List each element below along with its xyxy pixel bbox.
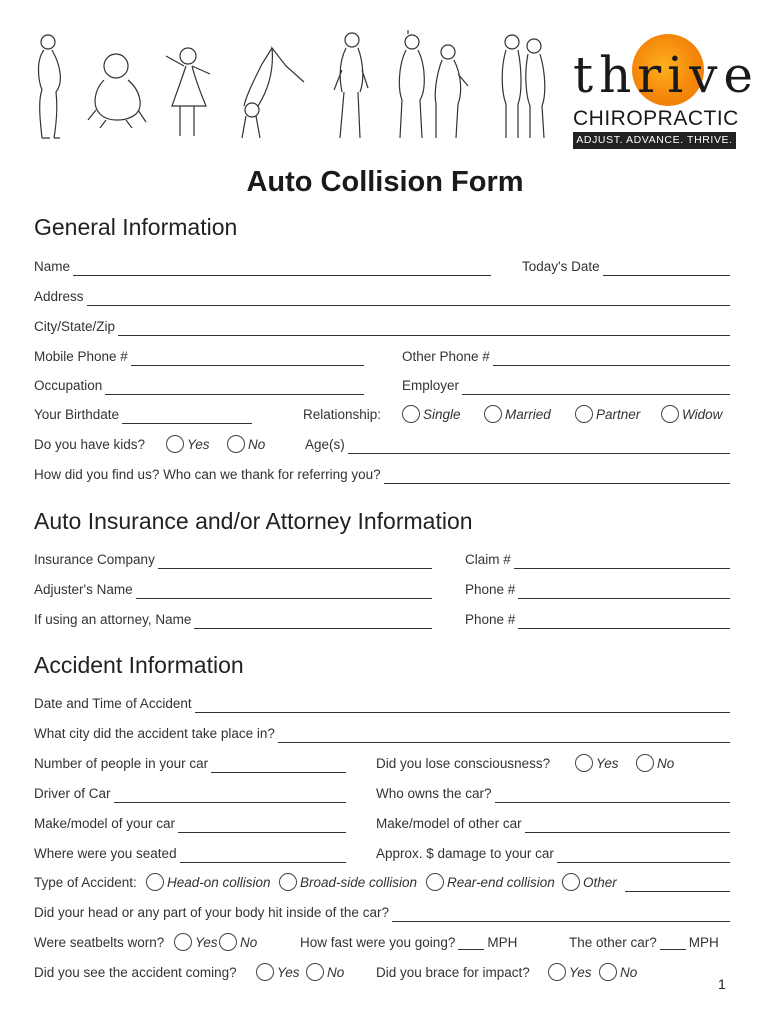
relationship-label: Relationship: xyxy=(303,407,382,422)
insurance-company-label: Insurance Company xyxy=(34,552,155,567)
other-make-model-field[interactable] xyxy=(376,813,730,833)
ages-label: Age(s) xyxy=(305,437,345,452)
radio-circle[interactable] xyxy=(279,873,297,891)
baby-drawing xyxy=(86,50,148,130)
radio-label: Rear-end collision xyxy=(447,874,555,890)
num-people-label: Number of people in your car xyxy=(34,756,209,771)
radio-circle[interactable] xyxy=(599,963,617,981)
claim-line[interactable] xyxy=(514,553,730,569)
name-field[interactable] xyxy=(34,256,491,276)
seated-field[interactable] xyxy=(34,843,346,863)
damage-field[interactable] xyxy=(376,843,730,863)
relationship-single-radio[interactable] xyxy=(402,404,461,424)
row-name xyxy=(34,256,730,276)
see-coming-no-radio[interactable] xyxy=(306,962,344,982)
radio-circle[interactable] xyxy=(661,405,679,423)
other-make-model-line[interactable] xyxy=(525,817,730,833)
speed-label: How fast were you going? xyxy=(300,935,456,950)
insurance-company-line[interactable] xyxy=(158,553,432,569)
name-label: Name xyxy=(34,259,71,274)
brace-no-radio[interactable] xyxy=(599,962,637,982)
consciousness-no-radio[interactable] xyxy=(636,753,674,773)
man-drawing xyxy=(328,30,372,142)
row-birthdate xyxy=(34,404,730,424)
attorney-phone-line[interactable] xyxy=(518,613,730,629)
radio-label: Yes xyxy=(195,934,218,950)
accident-city-label: What city did the accident take place in? xyxy=(34,726,275,741)
row-kids xyxy=(34,434,730,454)
row-people xyxy=(34,753,730,773)
seatbelts-label: Were seatbelts worn? xyxy=(34,935,165,950)
occupation-field[interactable] xyxy=(34,375,364,395)
speed-blank[interactable] xyxy=(458,936,484,950)
radio-label: No xyxy=(327,964,345,980)
radio-label: Yes xyxy=(569,964,592,980)
type-other-line[interactable] xyxy=(625,876,730,892)
logo-word: thrive xyxy=(573,46,760,104)
birthdate-field[interactable] xyxy=(34,404,252,424)
kids-yes-radio[interactable] xyxy=(166,434,210,454)
radio-label: Yes xyxy=(187,436,210,452)
date-time-label: Date and Time of Accident xyxy=(34,696,192,711)
other-speed-label: The other car? xyxy=(569,935,657,950)
row-city xyxy=(34,316,730,336)
radio-label: Single xyxy=(423,406,461,422)
kids-no-radio[interactable] xyxy=(227,434,265,454)
name-line[interactable] xyxy=(73,260,491,276)
driver-label: Driver of Car xyxy=(34,786,111,801)
see-coming-yes-radio[interactable] xyxy=(256,962,300,982)
row-attorney xyxy=(34,609,730,629)
owner-field[interactable] xyxy=(376,783,730,803)
referral-field[interactable] xyxy=(34,464,730,484)
radio-circle[interactable] xyxy=(306,963,324,981)
radio-circle[interactable] xyxy=(219,933,237,951)
row-referral xyxy=(34,464,730,484)
radio-label: No xyxy=(620,964,638,980)
radio-circle[interactable] xyxy=(402,405,420,423)
accident-heading: Accident Information xyxy=(34,652,244,678)
radio-circle[interactable] xyxy=(548,963,566,981)
row-driver xyxy=(34,783,730,803)
date-time-line[interactable] xyxy=(195,697,730,713)
attorney-phone-label: Phone # xyxy=(465,612,516,627)
attorney-label: If using an attorney, Name xyxy=(34,612,192,627)
elderly-couple-drawing xyxy=(494,30,554,142)
radio-circle[interactable] xyxy=(575,405,593,423)
radio-circle[interactable] xyxy=(484,405,502,423)
attorney-field[interactable] xyxy=(34,609,432,629)
accident-city-line[interactable] xyxy=(278,727,730,743)
city-state-zip-field[interactable] xyxy=(34,316,730,336)
make-model-field[interactable] xyxy=(34,813,346,833)
accident-type-label: Type of Accident: xyxy=(34,875,137,890)
head-hit-label: Did your head or any part of your body hit inside of the car? xyxy=(34,905,389,920)
adjuster-field[interactable] xyxy=(34,579,432,599)
girl-drawing xyxy=(160,44,216,138)
occupation-label: Occupation xyxy=(34,378,103,393)
seated-line[interactable] xyxy=(180,847,346,863)
radio-label: Broad-side collision xyxy=(300,874,418,890)
employer-label: Employer xyxy=(402,378,460,393)
kids-label: Do you have kids? xyxy=(34,437,146,452)
damage-label: Approx. $ damage to your car xyxy=(376,846,554,861)
radio-label: No xyxy=(240,934,258,950)
head-hit-field[interactable] xyxy=(34,902,730,922)
head-hit-line[interactable] xyxy=(392,906,730,922)
employer-line[interactable] xyxy=(462,379,730,395)
row-make-model xyxy=(34,813,730,833)
attorney-phone-field[interactable] xyxy=(465,609,730,629)
address-label: Address xyxy=(34,289,84,304)
row-see-coming xyxy=(34,962,730,982)
type-broad-side-radio[interactable] xyxy=(279,872,417,892)
speed-group xyxy=(300,932,517,952)
other-speed-blank[interactable] xyxy=(660,936,686,950)
radio-label: No xyxy=(657,755,675,771)
accident-city-field[interactable] xyxy=(34,723,730,743)
row-accident-type xyxy=(34,872,730,892)
couple-drawing xyxy=(386,30,474,142)
type-other-radio[interactable] xyxy=(562,872,617,892)
brace-label: Did you brace for impact? xyxy=(376,965,530,980)
referral-line[interactable] xyxy=(384,468,730,484)
referral-label: How did you find us? Who can we thank for referring you? xyxy=(34,467,381,482)
page-number: 1 xyxy=(718,976,726,992)
driver-line[interactable] xyxy=(114,787,346,803)
thrive-logo xyxy=(570,30,760,150)
radio-label: Head-on collision xyxy=(167,874,271,890)
radio-label: Other xyxy=(583,874,617,890)
row-insurance-company xyxy=(34,549,730,569)
consciousness-yes-radio[interactable] xyxy=(575,753,619,773)
birthdate-label: Your Birthdate xyxy=(34,407,120,422)
ages-line[interactable] xyxy=(348,438,730,454)
row-seated xyxy=(34,843,730,863)
insurance-company-field[interactable] xyxy=(34,549,432,569)
seatbelts-no-radio[interactable] xyxy=(219,932,257,952)
row-city-accident xyxy=(34,723,730,743)
address-line[interactable] xyxy=(87,290,730,306)
radio-circle[interactable] xyxy=(227,435,245,453)
radio-label: Yes xyxy=(277,964,300,980)
adjuster-phone-label: Phone # xyxy=(465,582,516,597)
row-date-time xyxy=(34,693,730,713)
owner-line[interactable] xyxy=(495,787,730,803)
radio-circle[interactable] xyxy=(636,754,654,772)
type-other-field[interactable] xyxy=(622,872,730,892)
city-state-zip-label: City/State/Zip xyxy=(34,319,116,334)
radio-circle[interactable] xyxy=(562,873,580,891)
driver-field[interactable] xyxy=(34,783,346,803)
speed-unit: MPH xyxy=(487,935,518,950)
make-model-line[interactable] xyxy=(178,817,346,833)
num-people-line[interactable] xyxy=(211,757,346,773)
gymnast-drawing xyxy=(232,40,306,140)
radio-circle[interactable] xyxy=(426,873,444,891)
ages-field[interactable] xyxy=(305,434,730,454)
seated-label: Where were you seated xyxy=(34,846,177,861)
date-time-field[interactable] xyxy=(34,693,730,713)
radio-label: Married xyxy=(505,406,551,422)
relationship-partner-radio[interactable] xyxy=(575,404,640,424)
radio-circle[interactable] xyxy=(256,963,274,981)
row-seatbelts xyxy=(34,932,730,952)
make-model-label: Make/model of your car xyxy=(34,816,176,831)
claim-field[interactable] xyxy=(465,549,730,569)
row-adjuster xyxy=(34,579,730,599)
radio-circle[interactable] xyxy=(166,435,184,453)
adjuster-label: Adjuster's Name xyxy=(34,582,133,597)
other-phone-line[interactable] xyxy=(493,350,730,366)
insurance-heading: Auto Insurance and/or Attorney Information xyxy=(34,508,473,534)
general-heading: General Information xyxy=(34,214,238,240)
other-phone-label: Other Phone # xyxy=(402,349,490,364)
mobile-phone-label: Mobile Phone # xyxy=(34,349,128,364)
radio-circle[interactable] xyxy=(174,933,192,951)
row-occupation xyxy=(34,375,730,395)
type-rear-end-radio[interactable] xyxy=(426,872,555,892)
brace-yes-radio[interactable] xyxy=(548,962,592,982)
header xyxy=(0,0,770,160)
city-state-zip-line[interactable] xyxy=(118,320,730,336)
row-address xyxy=(34,286,730,306)
radio-label: No xyxy=(248,436,266,452)
num-people-field[interactable] xyxy=(34,753,346,773)
other-make-model-label: Make/model of other car xyxy=(376,816,522,831)
adjuster-phone-field[interactable] xyxy=(465,579,730,599)
todays-date-field[interactable] xyxy=(522,256,730,276)
damage-line[interactable] xyxy=(557,847,730,863)
relationship-married-radio[interactable] xyxy=(484,404,551,424)
relationship-widow-radio[interactable] xyxy=(661,404,722,424)
logo-subtitle: CHIROPRACTIC xyxy=(573,107,739,130)
attorney-line[interactable] xyxy=(194,613,432,629)
pregnant-woman-drawing xyxy=(28,30,68,142)
consciousness-label: Did you lose consciousness? xyxy=(376,756,551,771)
other-speed-unit: MPH xyxy=(688,935,719,950)
occupation-line[interactable] xyxy=(105,379,364,395)
row-phones xyxy=(34,346,730,366)
mobile-phone-line[interactable] xyxy=(131,350,364,366)
radio-circle[interactable] xyxy=(575,754,593,772)
radio-label: Yes xyxy=(596,755,619,771)
radio-label: Partner xyxy=(596,406,641,422)
other-phone-field[interactable] xyxy=(402,346,730,366)
todays-date-line[interactable] xyxy=(603,260,730,276)
adjuster-line[interactable] xyxy=(136,583,432,599)
logo-tagline: ADJUST. ADVANCE. THRIVE. xyxy=(573,132,736,149)
todays-date-label: Today's Date xyxy=(522,259,600,274)
radio-label: Widow xyxy=(682,406,723,422)
radio-circle[interactable] xyxy=(146,873,164,891)
birthdate-line[interactable] xyxy=(122,408,252,424)
employer-field[interactable] xyxy=(402,375,730,395)
seatbelts-yes-radio[interactable] xyxy=(174,932,218,952)
other-speed-group xyxy=(569,932,719,952)
row-head-hit xyxy=(34,902,730,922)
type-head-on-radio[interactable] xyxy=(146,872,271,892)
see-coming-label: Did you see the accident coming? xyxy=(34,965,237,980)
page-title: Auto Collision Form xyxy=(246,166,524,198)
adjuster-phone-line[interactable] xyxy=(518,583,730,599)
owner-label: Who owns the car? xyxy=(376,786,492,801)
claim-label: Claim # xyxy=(465,552,511,567)
address-field[interactable] xyxy=(34,286,730,306)
mobile-phone-field[interactable] xyxy=(34,346,364,366)
